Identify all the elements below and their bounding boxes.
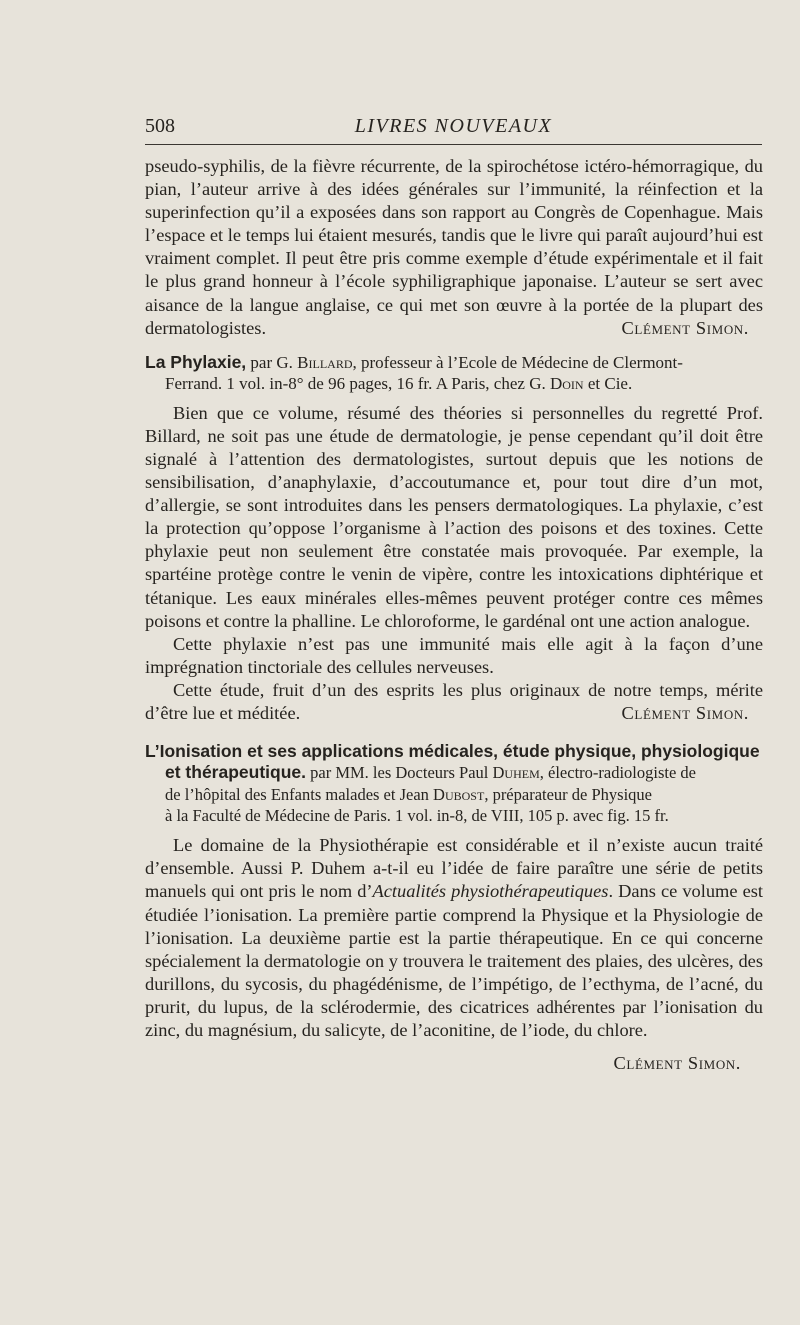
review-2-heading: [145, 352, 763, 394]
review-2-paragraph-2: Cette phylaxie n’est pas une immunité mais elle agit à la façon d’une imprégnation tinctoriale des cellules nerveuses.: [145, 633, 763, 677]
review-3-details-b: de l’hôpital des Enfants malades et Jean: [165, 784, 434, 804]
review-3-title-b: et thérapeutique.: [165, 762, 306, 783]
review-2-details-c: et Cie.: [583, 373, 633, 393]
review-1-text: pseudo-syphilis, de la fièvre récurrente, de la spirochétose ictéro-hémorragique, du pian, l’auteur arrive à des idées générales sur l’immunité, la réinfection et la superinfection qu’il a exposées dans son rapport au Congrès de Copenhague. Mais l’espace et le temps lui étaient mesurés, tandis que le livre qui paraît aujourd’hui est vraiment complet. Il peut être pris comme exemple d’étude expérimentale et il fait le plus grand honneur à l’école syphiligraphique japonaise. L’auteur se sert avec aisance de la langue anglaise, ce qui met son œuvre à la portée de la plupart des dermatologistes.: [145, 156, 763, 338]
review-3-details-c: , préparateur de Physique: [484, 784, 653, 804]
review-3-details-d: à la Faculté de Médecine de Paris. 1 vol. in-8, de VIII, 105 p. avec fig. 15 fr.: [165, 805, 669, 825]
review-3-heading-line-3: [145, 784, 763, 805]
page-number: 508: [145, 115, 175, 137]
review-3-heading-line-2: [145, 762, 763, 783]
review-2-author: Billard: [297, 352, 353, 372]
review-3-author-2: Dubost: [433, 784, 485, 804]
review-3-signature: Clément Simon.: [613, 1053, 741, 1074]
review-2-signature: Clément Simon.: [621, 702, 749, 723]
review-2-publisher: Doin: [549, 373, 584, 393]
review-2-paragraph-3-text: Cette étude, fruit d’un des esprits les plus originaux de notre temps, mérite d’être lue et méditée.: [145, 679, 763, 723]
review-2-paragraph-3: [145, 679, 763, 725]
review-3-by: par MM. les Docteurs Paul: [306, 763, 493, 783]
review-3-author-1: Duhem: [492, 763, 540, 783]
review-1-signature: Clément Simon.: [621, 317, 749, 338]
review-2-details-a: , professeur à l’Ecole de Médecine de Clermont-: [352, 352, 683, 372]
page-header: [145, 112, 762, 146]
review-3-title-a: L’Ionisation et ses applications médicales, étude physique, physiologique: [145, 741, 760, 762]
review-2-paragraph-1: Bien que ce volume, résumé des théories si personnelles du regretté Prof. Billard, ne soit pas une étude de dermatologie, je pense cependant qu’il doit être signalé à l’attention des dermatologistes, surtout depuis que les notions de sensibilisation, d’anaphylaxie, d’accoutumance et, pour tout dire d’un mot, d’allergie, se sont introduites dans les pensers dermatologiques. La phylaxie, c’est la protection qu’oppose l’organisme à l’action des poisons et des toxines. Cette phylaxie peut non seulement être constatée mais provoquée. Par exemple, la spartéine protège contre le venin de vipère, contre les intoxications diphtérique et tétanique. Les eaux minérales elles-mêmes peuvent protéger contre ces mêmes poisons et contre la phalline. Le chloroforme, le gardénal ont une action analogue.: [145, 402, 763, 631]
review-3-text-b: . Dans ce volume est étudiée l’ionisation. La première partie comprend la Physique et la Physiologie de l’ionisation. La deuxième partie est la partie thérapeutique. En ce qui concerne spécialement la dermatologie on y trouvera le traitement des plaies, des ulcères, des durillons, du sycosis, du phagédénisme, de l’impétigo, de l’ecthyma, de l’acné, du prurit, du lupus, de la sclérodermie, des cicatrices adhérentes par l’ionisation du zinc, du magnésium, du salicyte, de l’aconitine, de l’iode, du chlore.: [145, 881, 764, 1040]
review-1-paragraph: [145, 155, 763, 340]
page-content: [145, 155, 763, 1075]
review-3-details-a: , électro-radiologiste de: [539, 763, 696, 783]
review-3-heading: [145, 741, 763, 826]
header-rule: [145, 144, 762, 145]
running-title: LIVRES NOUVEAUX: [354, 115, 553, 137]
review-3-series-name: Actualités physiothérapeutiques: [372, 881, 609, 902]
review-2-title: La Phylaxie,: [145, 351, 247, 372]
review-2-details-b: Ferrand. 1 vol. in-8° de 96 pages, 16 fr. A Paris, chez G.: [165, 373, 550, 393]
review-2-by: par G.: [246, 352, 298, 372]
review-3-text-a: Le domaine de la Physiothérapie est considérable et il n’existe aucun traité d’ensemble. Aussi P. Duhem a-t-il eu l’idée de faire paraître une série de petits manuels qui ont pris le nom d’: [145, 835, 763, 902]
review-3-paragraph: [145, 834, 763, 1042]
review-2-heading-cont: [145, 373, 763, 394]
